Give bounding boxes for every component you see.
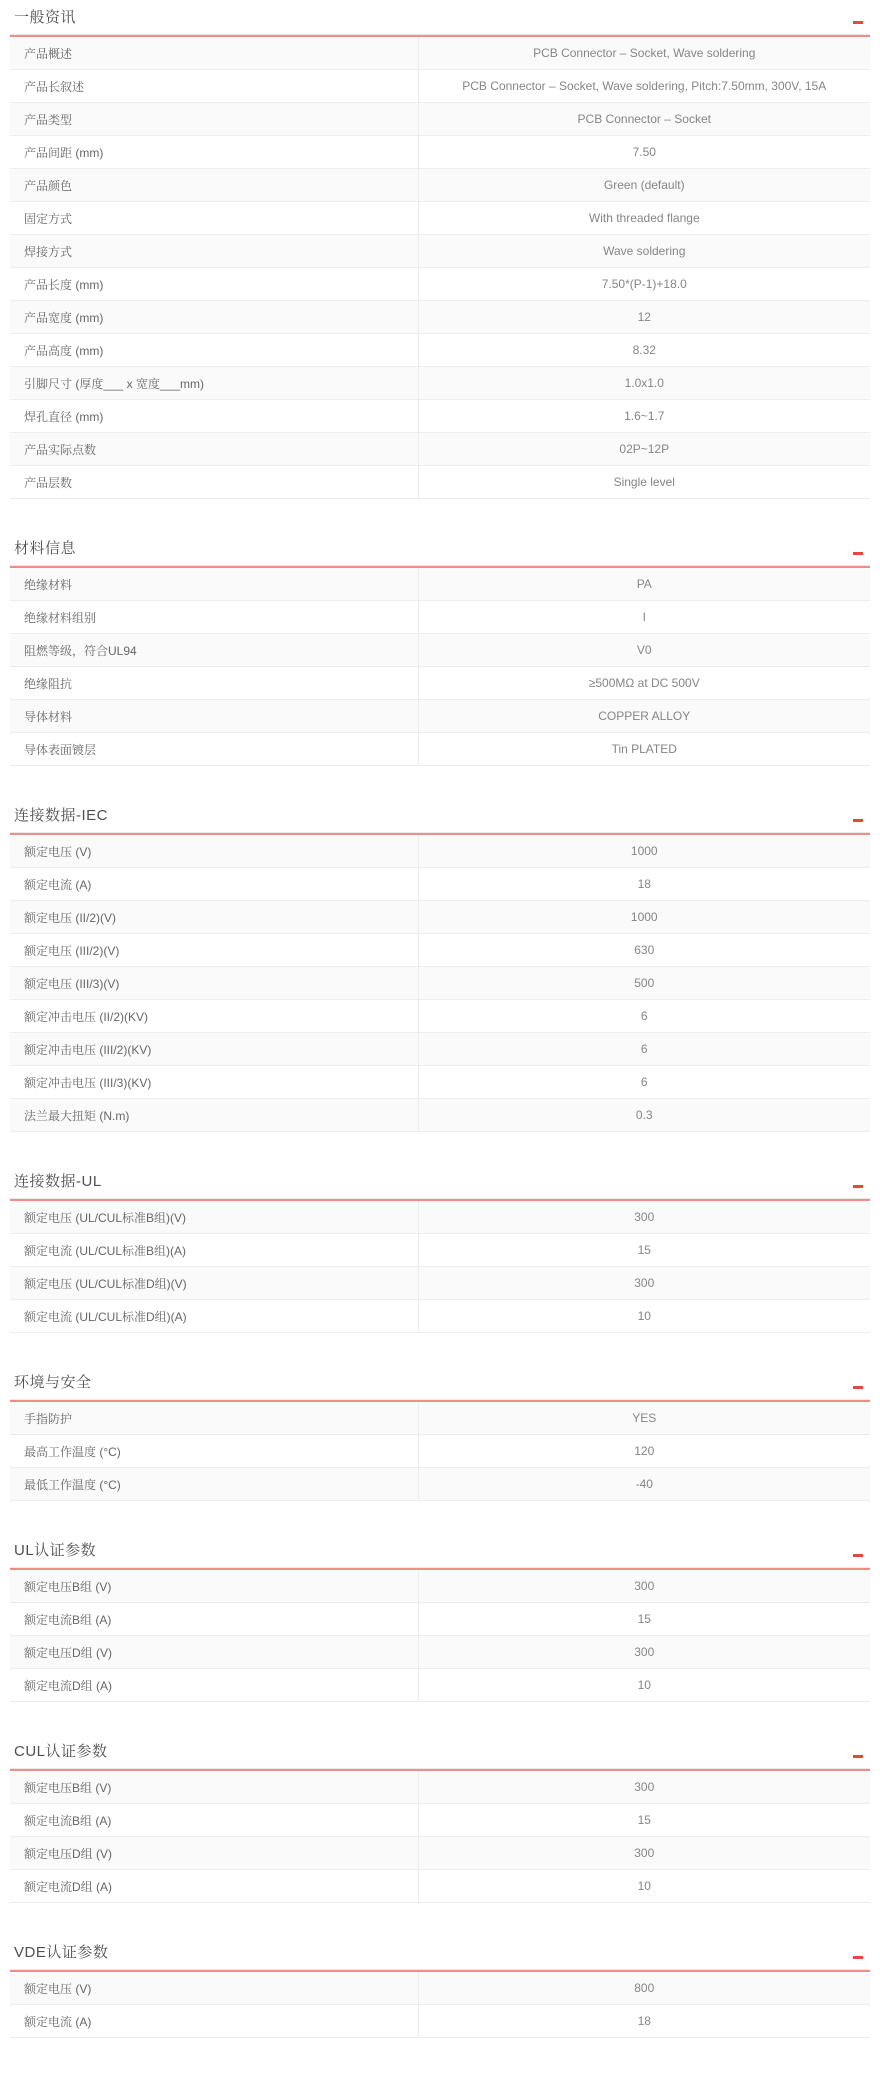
spec-value: 6 <box>640 1042 648 1056</box>
table-row <box>10 2005 870 2038</box>
spec-value: 1.0x1.0 <box>624 376 664 390</box>
spec-value: 120 <box>634 1444 655 1458</box>
spec-label: 阻燃等级，符合UL94 <box>10 634 419 666</box>
table-row <box>10 934 870 967</box>
collapse-minus-icon[interactable] <box>853 1755 863 1758</box>
spec-section <box>10 1541 870 1702</box>
spec-value: 300 <box>634 1276 655 1290</box>
spec-value: 02P~12P <box>619 442 670 456</box>
spec-section <box>10 1172 870 1333</box>
spec-value: Tin PLATED <box>611 742 677 756</box>
section-header <box>10 1172 870 1198</box>
spec-value: 6 <box>640 1009 648 1023</box>
spec-value: 1000 <box>630 844 658 858</box>
table-row <box>10 1468 870 1501</box>
spec-value: 10 <box>637 1879 651 1893</box>
spec-value: With threaded flange <box>588 211 700 225</box>
table-row <box>10 202 870 235</box>
spec-value: 15 <box>637 1243 651 1257</box>
spec-value: 8.32 <box>632 343 656 357</box>
spec-label: 额定电流 (A) <box>10 868 419 900</box>
spec-value: 15 <box>637 1813 651 1827</box>
table-row <box>10 1804 870 1837</box>
spec-value: 7.50 <box>632 145 656 159</box>
spec-value: V0 <box>636 643 652 657</box>
table-row <box>10 634 870 667</box>
spec-label: 引脚尺寸 (厚度___ x 宽度___mm) <box>10 367 419 399</box>
spec-value: -40 <box>635 1477 653 1491</box>
section-title: 环境与安全 <box>14 1374 92 1391</box>
table-row <box>10 1972 870 2005</box>
spec-label: 焊接方式 <box>10 235 419 267</box>
spec-value: 0.3 <box>635 1108 653 1122</box>
spec-label: 最高工作温度 (°C) <box>10 1435 419 1467</box>
table-row <box>10 1402 870 1435</box>
spec-value: 300 <box>634 1579 655 1593</box>
spec-value: PCB Connector – Socket, Wave soldering <box>533 46 756 60</box>
spec-label: 额定电流B组 (A) <box>10 1603 419 1635</box>
spec-label: 手指防护 <box>10 1402 419 1434</box>
spec-label: 额定电流B组 (A) <box>10 1804 419 1836</box>
table-row <box>10 136 870 169</box>
table-row <box>10 901 870 934</box>
spec-label: 额定电压B组 (V) <box>10 1771 419 1803</box>
spec-value: 6 <box>640 1075 648 1089</box>
spec-table <box>10 568 870 766</box>
spec-value: 10 <box>637 1678 651 1692</box>
spec-value: 18 <box>637 877 651 891</box>
section-header <box>10 1742 870 1768</box>
table-row <box>10 70 870 103</box>
spec-label: 最低工作温度 (°C) <box>10 1468 419 1500</box>
collapse-minus-icon[interactable] <box>853 1554 863 1557</box>
table-row <box>10 1837 870 1870</box>
spec-label: 额定冲击电压 (III/2)(KV) <box>10 1033 419 1065</box>
spec-label: 额定电压 (UL/CUL标准D组)(V) <box>10 1267 419 1299</box>
spec-label: 产品长叙述 <box>10 70 419 102</box>
spec-section <box>10 539 870 766</box>
spec-label: 额定电流D组 (A) <box>10 1669 419 1701</box>
spec-value: 300 <box>634 1846 655 1860</box>
spec-value: 300 <box>634 1780 655 1794</box>
section-title: 连接数据-IEC <box>14 807 109 824</box>
spec-label: 额定电流 (UL/CUL标准D组)(A) <box>10 1300 419 1332</box>
collapse-minus-icon[interactable] <box>853 819 863 822</box>
spec-label: 法兰最大扭矩 (N.m) <box>10 1099 419 1131</box>
table-row <box>10 1435 870 1468</box>
table-row <box>10 868 870 901</box>
table-row <box>10 1870 870 1903</box>
spec-section <box>10 1742 870 1903</box>
spec-label: 产品颜色 <box>10 169 419 201</box>
table-row <box>10 235 870 268</box>
section-header <box>10 806 870 832</box>
section-title: VDE认证参数 <box>14 1944 109 1961</box>
spec-label: 额定电压 (UL/CUL标准B组)(V) <box>10 1201 419 1233</box>
spec-label: 额定冲击电压 (III/3)(KV) <box>10 1066 419 1098</box>
table-row <box>10 1234 870 1267</box>
table-row <box>10 1099 870 1132</box>
spec-value: 300 <box>634 1645 655 1659</box>
table-row <box>10 967 870 1000</box>
table-row <box>10 1771 870 1804</box>
collapse-minus-icon[interactable] <box>853 1185 863 1188</box>
spec-label: 额定电压B组 (V) <box>10 1570 419 1602</box>
section-title: 连接数据-UL <box>14 1173 102 1190</box>
spec-table <box>10 1771 870 1903</box>
spec-value: 1.6~1.7 <box>624 409 665 423</box>
collapse-minus-icon[interactable] <box>853 552 863 555</box>
spec-table <box>10 1402 870 1501</box>
table-row <box>10 1066 870 1099</box>
table-row <box>10 1267 870 1300</box>
spec-label: 产品概述 <box>10 37 419 69</box>
table-row <box>10 835 870 868</box>
table-row <box>10 1636 870 1669</box>
spec-label: 导体表面镀层 <box>10 733 419 765</box>
spec-table <box>10 37 870 499</box>
spec-value: PA <box>636 577 652 591</box>
spec-label: 产品类型 <box>10 103 419 135</box>
spec-label: 产品宽度 (mm) <box>10 301 419 333</box>
spec-value: YES <box>632 1411 657 1425</box>
collapse-minus-icon[interactable] <box>853 21 863 24</box>
spec-value: 7.50*(P-1)+18.0 <box>601 277 687 291</box>
table-row <box>10 466 870 499</box>
spec-section <box>10 1943 870 2038</box>
spec-label: 绝缘阻抗 <box>10 667 419 699</box>
section-header <box>10 1541 870 1567</box>
spec-label: 额定冲击电压 (II/2)(KV) <box>10 1000 419 1032</box>
table-row <box>10 400 870 433</box>
spec-value: 300 <box>634 1210 655 1224</box>
spec-value: 500 <box>634 976 655 990</box>
spec-label: 额定电压D组 (V) <box>10 1837 419 1869</box>
table-row <box>10 37 870 70</box>
spec-value: ≥500MΩ at DC 500V <box>588 676 700 690</box>
section-title: 材料信息 <box>14 540 77 557</box>
table-row <box>10 1000 870 1033</box>
table-row <box>10 169 870 202</box>
table-row <box>10 733 870 766</box>
spec-label: 产品层数 <box>10 466 419 498</box>
table-row <box>10 568 870 601</box>
table-row <box>10 301 870 334</box>
section-title: CUL认证参数 <box>14 1743 108 1760</box>
table-row <box>10 268 870 301</box>
spec-table <box>10 1972 870 2038</box>
spec-label: 额定电流D组 (A) <box>10 1870 419 1902</box>
spec-label: 额定电压 (III/3)(V) <box>10 967 419 999</box>
spec-value: 1000 <box>630 910 658 924</box>
section-title: 一般资讯 <box>14 9 77 26</box>
spec-label: 额定电压 (V) <box>10 835 419 867</box>
spec-value: 12 <box>637 310 651 324</box>
spec-label: 导体材料 <box>10 700 419 732</box>
table-row <box>10 601 870 634</box>
spec-label: 额定电流 (UL/CUL标准B组)(A) <box>10 1234 419 1266</box>
spec-label: 产品实际点数 <box>10 433 419 465</box>
section-title: UL认证参数 <box>14 1542 97 1559</box>
product-spec-page <box>0 8 880 2038</box>
table-row <box>10 1033 870 1066</box>
collapse-minus-icon[interactable] <box>853 1386 863 1389</box>
collapse-minus-icon[interactable] <box>853 1956 863 1959</box>
spec-value: 800 <box>634 1981 655 1995</box>
spec-value: 15 <box>637 1612 651 1626</box>
spec-label: 绝缘材料组别 <box>10 601 419 633</box>
table-row <box>10 334 870 367</box>
spec-value: Green (default) <box>603 178 685 192</box>
table-row <box>10 667 870 700</box>
table-row <box>10 103 870 136</box>
spec-table <box>10 1570 870 1702</box>
table-row <box>10 367 870 400</box>
spec-label: 额定电压 (II/2)(V) <box>10 901 419 933</box>
spec-label: 焊孔直径 (mm) <box>10 400 419 432</box>
spec-label: 额定电压 (III/2)(V) <box>10 934 419 966</box>
section-header <box>10 1373 870 1399</box>
spec-value: 18 <box>637 2014 651 2028</box>
table-row <box>10 1201 870 1234</box>
spec-value: 630 <box>634 943 655 957</box>
spec-value: 10 <box>637 1309 651 1323</box>
section-header <box>10 8 870 34</box>
table-row <box>10 1300 870 1333</box>
spec-value: PCB Connector – Socket, Wave soldering, Pitch:7.50mm, 300V, 15A <box>462 79 827 93</box>
spec-section <box>10 8 870 499</box>
spec-label: 额定电压D组 (V) <box>10 1636 419 1668</box>
spec-label: 产品长度 (mm) <box>10 268 419 300</box>
spec-value: Single level <box>613 475 675 489</box>
spec-value: COPPER ALLOY <box>598 709 691 723</box>
table-row <box>10 1603 870 1636</box>
spec-label: 额定电压 (V) <box>10 1972 419 2004</box>
spec-section <box>10 806 870 1132</box>
spec-label: 绝缘材料 <box>10 568 419 600</box>
table-row <box>10 1669 870 1702</box>
section-header <box>10 539 870 565</box>
table-row <box>10 1570 870 1603</box>
spec-value: Wave soldering <box>603 244 686 258</box>
section-header <box>10 1943 870 1969</box>
table-row <box>10 433 870 466</box>
spec-table <box>10 835 870 1132</box>
spec-table <box>10 1201 870 1333</box>
spec-section <box>10 1373 870 1501</box>
spec-label: 产品间距 (mm) <box>10 136 419 168</box>
spec-value: PCB Connector – Socket <box>577 112 711 126</box>
spec-label: 产品高度 (mm) <box>10 334 419 366</box>
spec-value: I <box>642 610 646 624</box>
table-row <box>10 700 870 733</box>
spec-label: 固定方式 <box>10 202 419 234</box>
spec-label: 额定电流 (A) <box>10 2005 419 2037</box>
